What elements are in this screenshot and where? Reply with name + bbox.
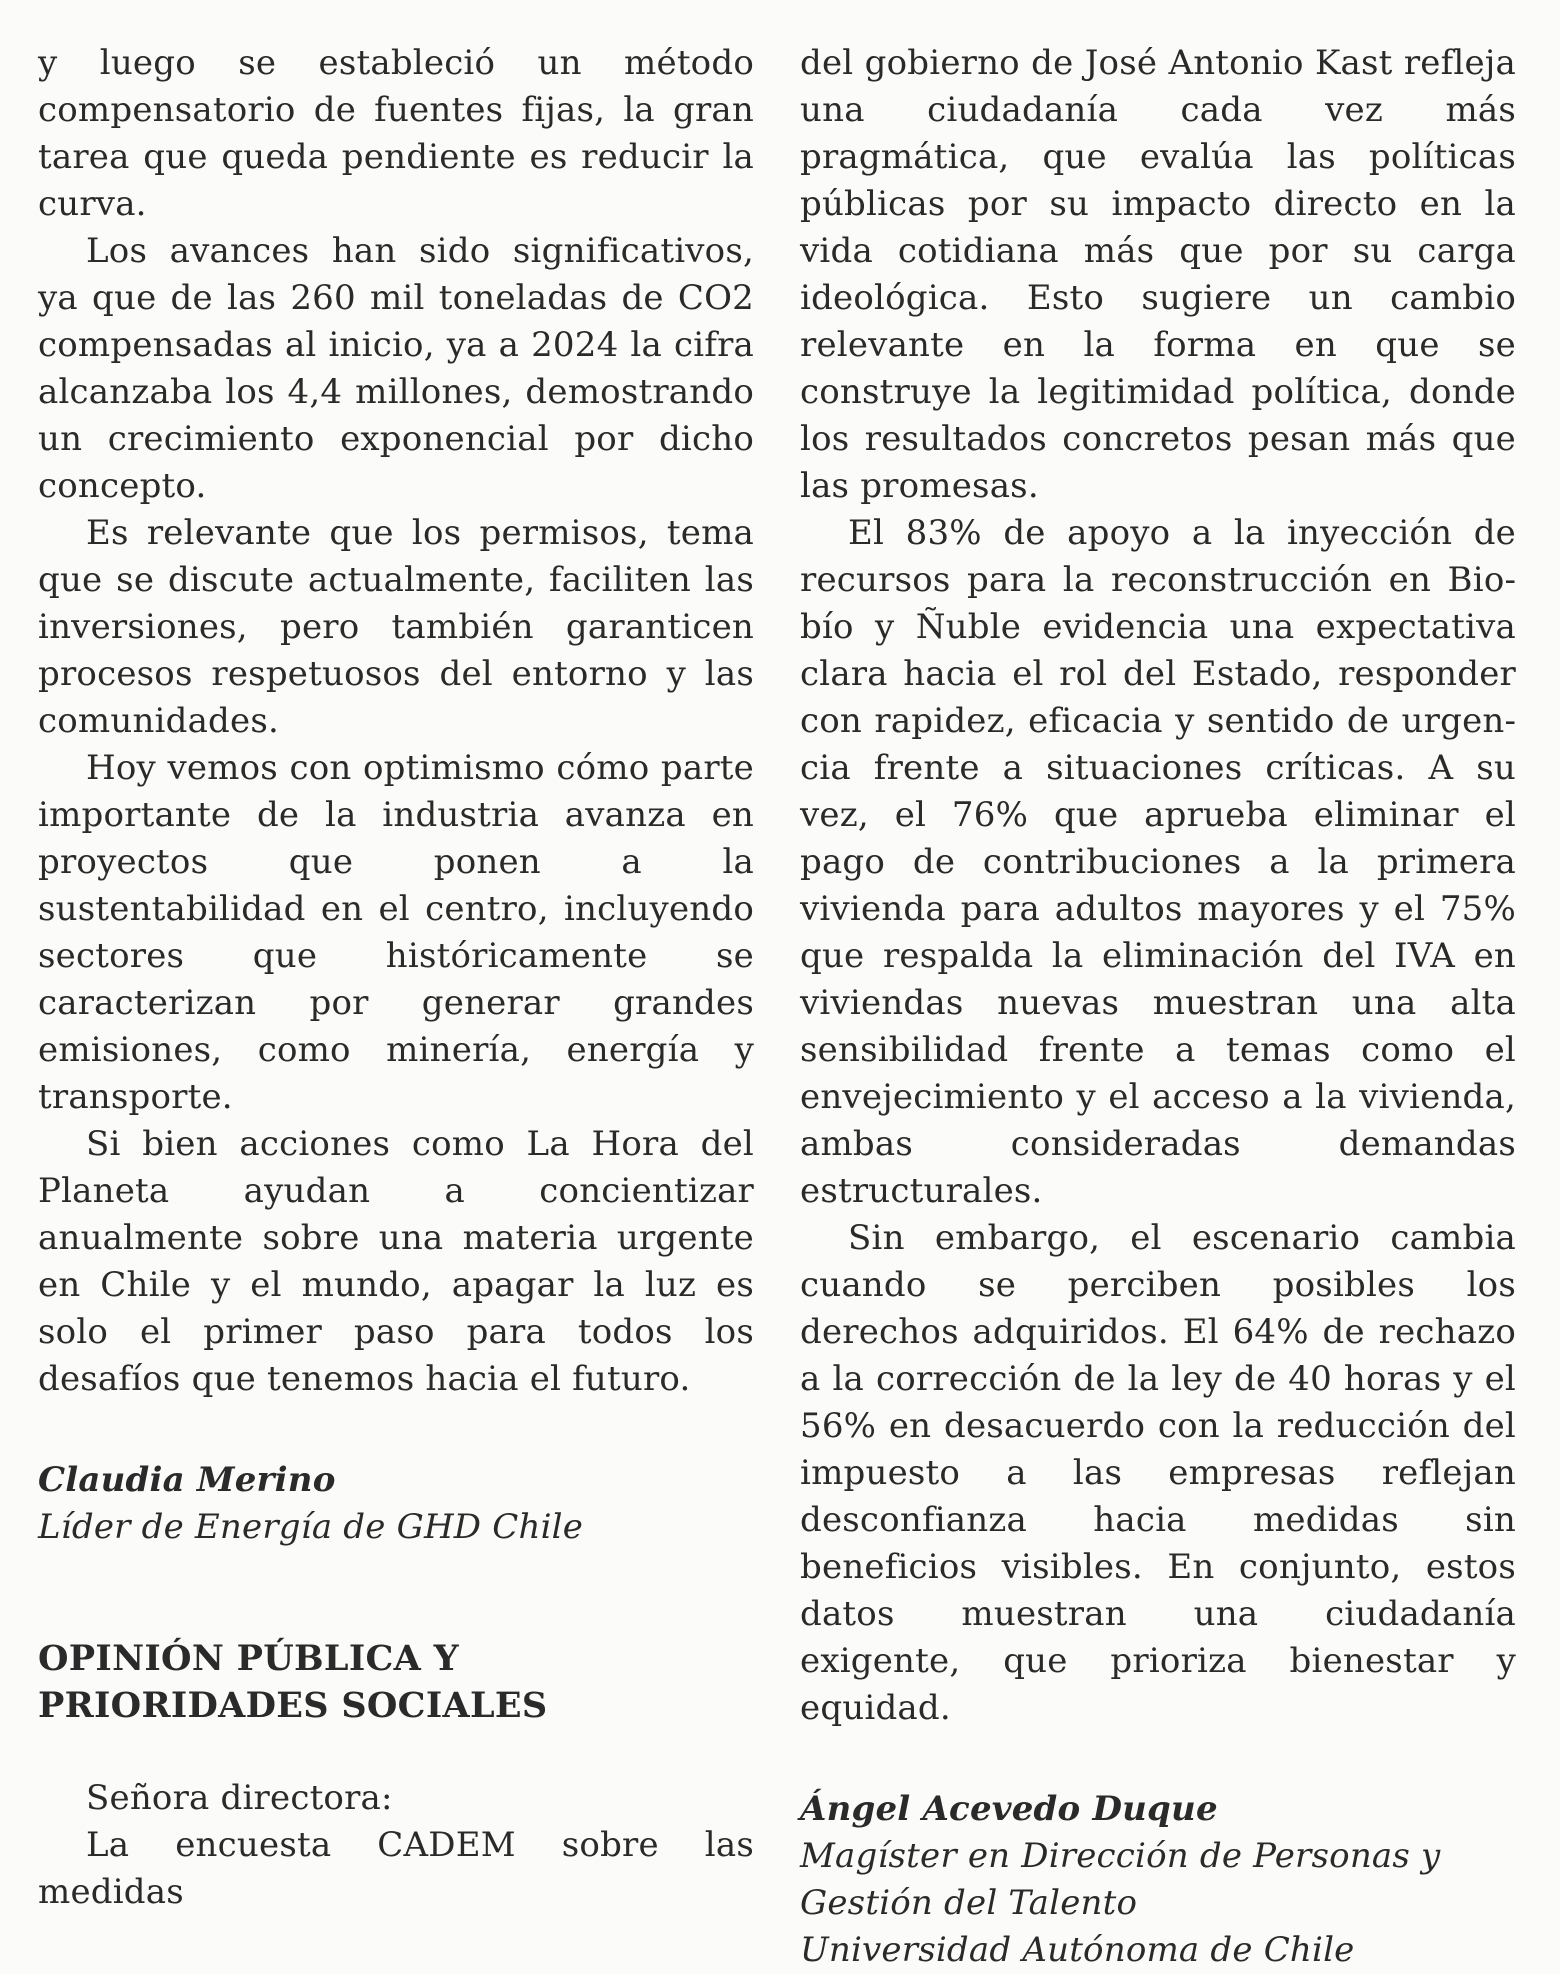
signature-title: Gestión del Talento xyxy=(800,1883,1138,1923)
paragraph: Sin embargo, el escenario cambia cuando se perciben posibles los derechos adquiridos. El 64% de rechazo a la corrección de la ley de 40 horas y el 56% en desacuerdo con la reducción del impuesto a las empresas reflejan desconfianza hacia medidas sin beneficios visibles. En conjunto, estos datos muestran una ciudadanía exigente, que prioriza bienestar y equidad. xyxy=(800,1218,1516,1728)
signature-title: Magíster en Dirección de Personas y xyxy=(800,1836,1441,1876)
signature-name: Claudia Merino xyxy=(38,1460,336,1500)
right-column xyxy=(800,40,1516,1974)
paragraph: Es relevante que los permisos, tema que se discute actualmente, faciliten las inversiones, pero también garanticen procesos respetuosos del entorno y las comunidades. xyxy=(38,513,754,741)
letter-opening: La encuesta CADEM sobre las medidas xyxy=(38,1825,754,1912)
left-column xyxy=(38,40,754,1916)
signature-title: Líder de Energía de GHD Chile xyxy=(38,1507,584,1547)
paragraph: El 83% de apoyo a la inyección de recursos para la reconstrucción en Biobío y Ñuble evidencia una expectativa clara hacia el rol del Estado, responder con rapidez, eficacia y sentido de urgencia frente a situaciones críticas. A su vez, el 76% que aprueba eliminar el pago de contribuciones a la primera vivienda para adultos mayores y el 75% que respalda la eliminación del IVA en viviendas nuevas muestran una alta sensibilidad frente a temas como el envejecimiento y el acceso a la vivienda, ambas consideradas demandas estructurales. xyxy=(800,513,1516,1211)
signature-name: Ángel Acevedo Duque xyxy=(800,1789,1218,1829)
paragraph: Si bien acciones como La Hora del Planeta ayudan a concientizar anualmente sobre una materia urgente en Chile y el mundo, apagar la luz es solo el primer paso para todos los desafíos que tenemos hacia el futuro. xyxy=(38,1124,754,1399)
signature-title: Universidad Autónoma de Chile xyxy=(800,1930,1355,1970)
paragraph: Hoy vemos con optimismo cómo parte importante de la industria avanza en proyectos que ponen a la sustentabilidad en el centro, incluyendo sectores que históricamente se caracterizan por generar grandes emisiones, como minería, energía y transporte. xyxy=(38,748,754,1117)
paragraph: y luego se estableció un método compensatorio de fuentes fijas, la gran tarea que queda pendiente es reducir la curva. xyxy=(38,43,754,224)
salutation: Señora directora: xyxy=(86,1778,393,1818)
paragraph: del gobierno de José Antonio Kast refleja una ciudadanía cada vez más pragmática, que evalúa las políticas públicas por su impacto directo en la vida cotidiana más que por su carga ideológica. Esto sugiere un cambio relevante en la forma en que se construye la legitimidad política, donde los resultados concretos pesan más que las promesas. xyxy=(800,43,1516,506)
letter-heading: OPINIÓN PÚBLICA Y PRIORIDADES SOCIALES xyxy=(38,1638,548,1726)
paragraph: Los avances han sido significativos, ya que de las 260 mil toneladas de CO2 compensadas al inicio, ya a 2024 la cifra alcanzaba los 4,4 millones, demostrando un crecimiento exponencial por dicho concepto. xyxy=(38,231,754,506)
